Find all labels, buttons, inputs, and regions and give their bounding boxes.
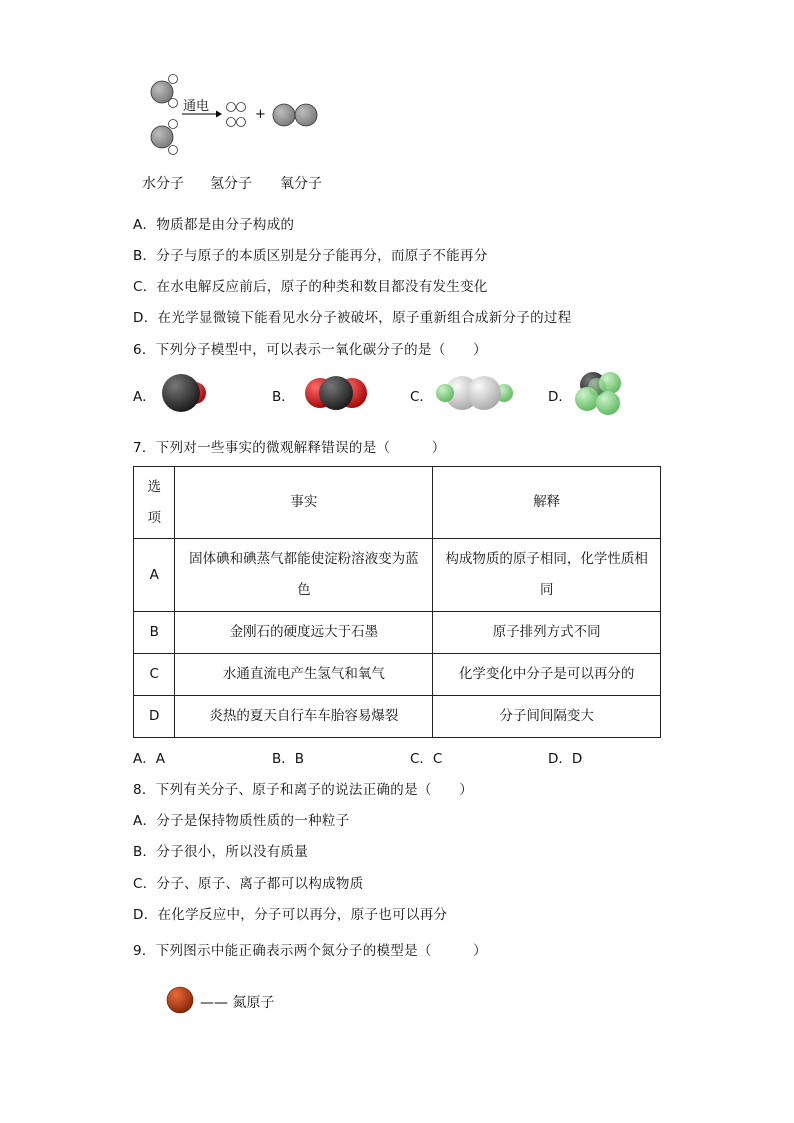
q8-option-d: D．在化学反应中，分子可以再分，原子也可以再分 (133, 907, 448, 923)
model-b-carbon-dioxide (305, 376, 367, 410)
model-a-carbon-monoxide (162, 374, 206, 412)
electrolysis-diagram (140, 70, 340, 165)
q8-option-c: C．分子、原子、离子都可以构成物质 (133, 876, 364, 892)
model-d-molecule (575, 372, 621, 415)
row-d-option: D (134, 696, 175, 738)
row-d-fact: 炎热的夏天自行车车胎容易爆裂 (175, 696, 433, 738)
q8-option-a: A．分子是保持物质性质的一种粒子 (133, 813, 350, 829)
q8-stem: 8．下列有关分子、原子和离子的说法正确的是（ ） (133, 782, 474, 798)
table-row (134, 539, 661, 612)
arrow-label: 通电 (183, 99, 210, 114)
q7-stem: 7．下列对一些事实的微观解释错误的是（ ） (133, 440, 446, 456)
label-hydrogen-molecule: 氢分子 (210, 176, 252, 192)
nitrogen-atom-legend-label: —— 氮原子 (200, 995, 275, 1011)
water-molecule-1 (151, 75, 178, 108)
q9-stem: 9．下列图示中能正确表示两个氮分子的模型是（ ） (133, 943, 487, 959)
row-a-explanation: 构成物质的原子相同，化学性质相 同 (433, 539, 661, 612)
q6-option-a-label: A． (133, 389, 156, 405)
row-b-option: B (134, 612, 175, 654)
row-c-option: C (134, 654, 175, 696)
q7-answer-a: A．A (133, 751, 165, 767)
q5-option-d: D．在光学显微镜下能看见水分子被破坏，原子重新组合成新分子的过程 (133, 310, 572, 326)
header-explanation: 解释 (433, 467, 661, 539)
q7-answer-c: C．C (410, 751, 443, 767)
row-b-explanation: 原子排列方式不同 (433, 612, 661, 654)
table-row (134, 696, 661, 738)
row-d-explanation: 分子间间隔变大 (433, 696, 661, 738)
oxygen-molecule (273, 104, 317, 126)
q6-option-b-label: B． (272, 389, 295, 405)
q6-models (150, 365, 650, 425)
row-c-explanation: 化学变化中分子是可以再分的 (433, 654, 661, 696)
q5-option-b: B．分子与原子的本质区别是分子能再分，而原子不能再分 (133, 248, 488, 264)
q8-option-b: B．分子很小，所以没有质量 (133, 844, 309, 860)
q6-stem: 6．下列分子模型中，可以表示一氧化碳分子的是（ ） (133, 342, 487, 358)
label-oxygen-molecule: 氧分子 (280, 176, 322, 192)
row-c-fact: 水通直流电产生氢气和氧气 (175, 654, 433, 696)
hydrogen-molecules (227, 103, 246, 127)
row-a-option: A (134, 539, 175, 612)
row-a-fact: 固体碘和碘蒸气都能使淀粉溶液变为蓝 色 (175, 539, 433, 612)
model-c-molecule (436, 376, 513, 410)
q7-answer-d: D．D (548, 751, 583, 767)
label-water-molecule: 水分子 (142, 176, 184, 192)
q6-option-c-label: C． (410, 389, 433, 405)
q7-table (133, 466, 661, 738)
table-row (134, 654, 661, 696)
header-option: 选 项 (134, 467, 175, 539)
q6-option-d-label: D． (548, 389, 572, 405)
row-b-fact: 金刚石的硬度远大于石墨 (175, 612, 433, 654)
nitrogen-atom-legend-icon (165, 985, 197, 1017)
table-row (134, 612, 661, 654)
table-header-row (134, 467, 661, 539)
q7-answer-b: B．B (272, 751, 305, 767)
q5-option-c: C．在水电解反应前后，原子的种类和数目都没有发生变化 (133, 279, 488, 295)
plus-sign: + (255, 107, 266, 122)
header-fact: 事实 (175, 467, 433, 539)
q5-option-a: A．物质都是由分子构成的 (133, 217, 295, 233)
water-molecule-2 (151, 120, 178, 155)
